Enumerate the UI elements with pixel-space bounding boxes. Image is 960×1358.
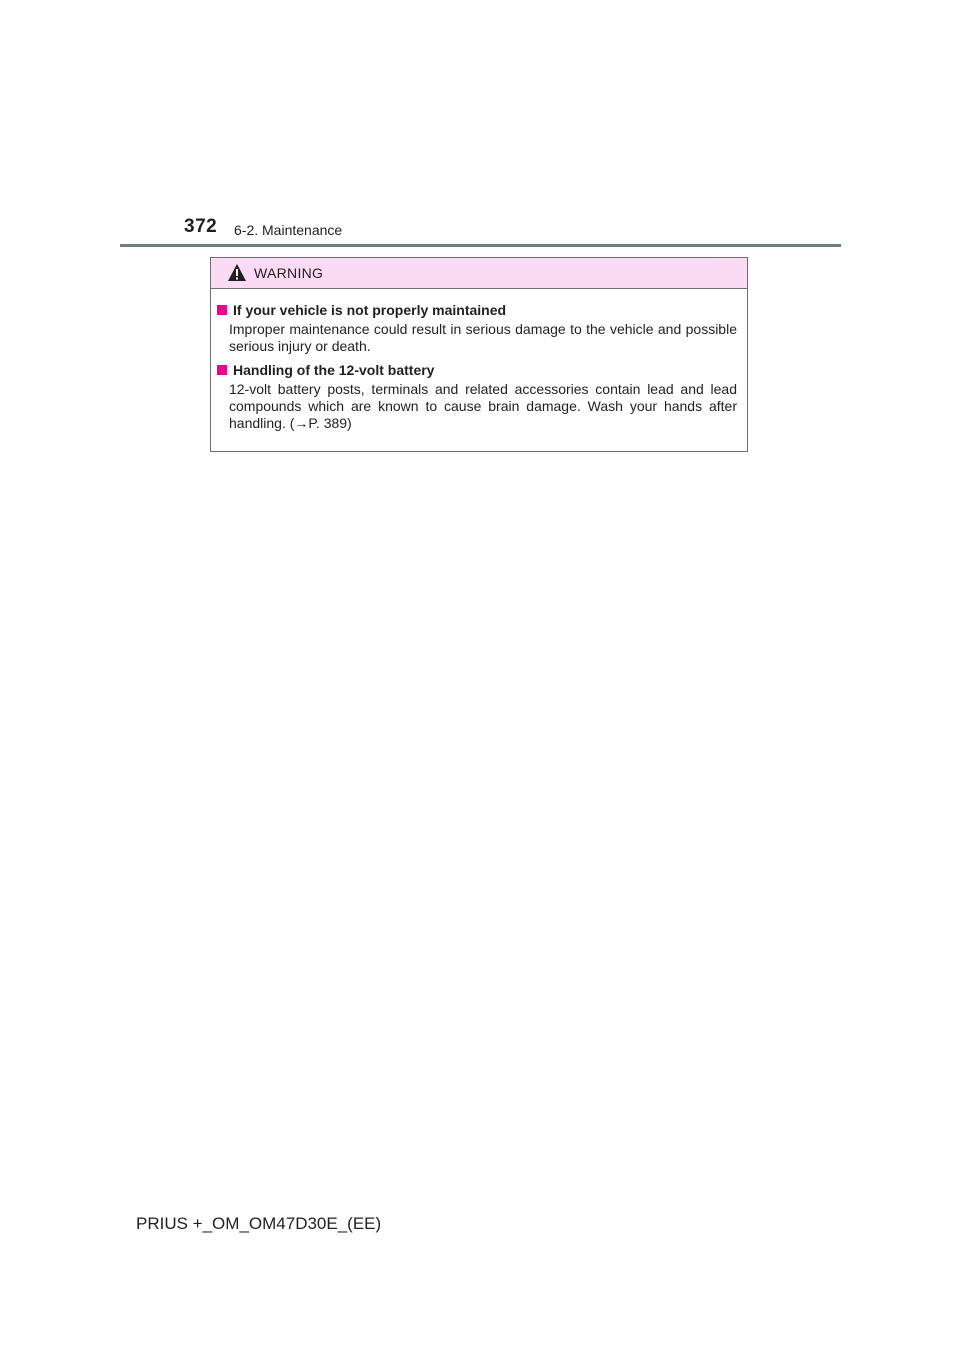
header-rule [120, 244, 841, 247]
item-heading [217, 361, 737, 379]
item-heading-text: Handling of the 12-volt battery [233, 362, 435, 378]
item-text: 12-volt battery posts, terminals and related accessories contain lead and lead compounds which are known to cause brain damage. Wash your hands after handling. (→P. 389) [229, 381, 737, 431]
item-heading-text: If your vehicle is not properly maintained [233, 302, 507, 318]
warning-body [211, 289, 747, 432]
warning-box [210, 257, 748, 452]
item-text: Improper maintenance could result in serious damage to the vehicle and possible serious injury or death. [229, 321, 737, 354]
section-title: 6-2. Maintenance [234, 222, 343, 238]
warning-item [217, 361, 737, 432]
warning-item [217, 301, 737, 355]
square-bullet-icon [217, 365, 227, 375]
warning-label: WARNING [254, 265, 324, 281]
item-heading [217, 301, 737, 319]
document-code: PRIUS +_OM_OM47D30E_(EE) [136, 1214, 382, 1233]
page-number: 372 [184, 216, 218, 237]
warning-header [211, 258, 747, 289]
square-bullet-icon [217, 305, 227, 315]
warning-triangle-icon [227, 263, 247, 282]
